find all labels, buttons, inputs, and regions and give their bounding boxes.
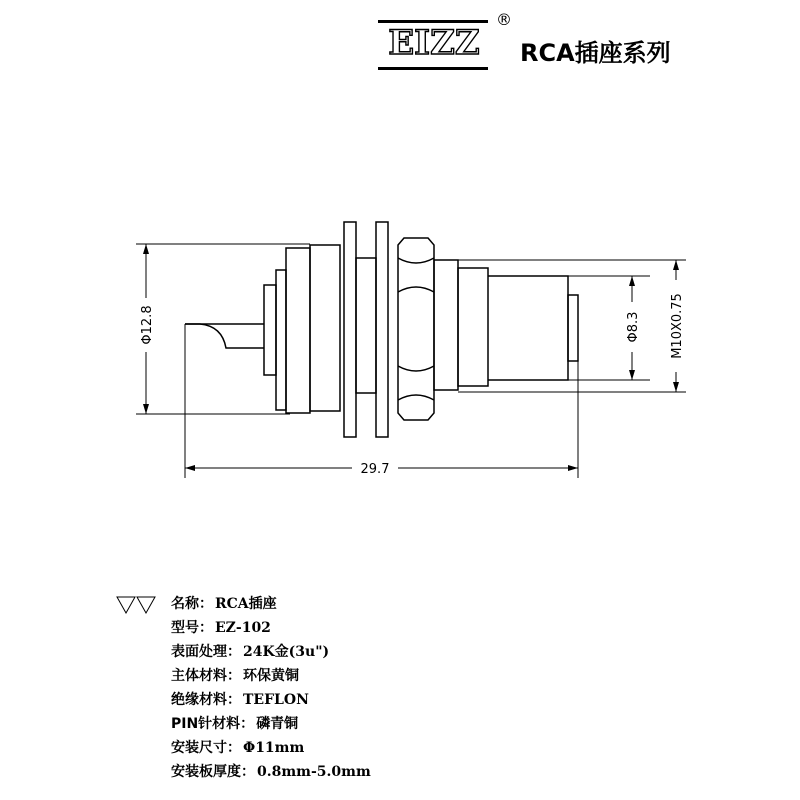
spec-label: 表面处理： bbox=[171, 644, 241, 660]
spec-label: 名称： bbox=[171, 596, 213, 612]
dim-thread: M10X0.75 bbox=[670, 293, 685, 359]
spec-row-insulation bbox=[171, 689, 309, 711]
solder-tab bbox=[185, 324, 264, 348]
tip-end bbox=[568, 295, 578, 361]
spec-row-body-material bbox=[171, 665, 299, 687]
hex-nut bbox=[398, 238, 434, 420]
insulator-disc bbox=[286, 248, 310, 413]
spec-row-mount-size bbox=[171, 737, 304, 759]
logo-text: EIZZ bbox=[388, 23, 480, 63]
spec-label: 绝缘材料： bbox=[171, 692, 241, 708]
spec-value: Φ11mm bbox=[243, 740, 305, 756]
spec-row-name bbox=[171, 593, 277, 615]
spec-label: 主体材料： bbox=[171, 668, 241, 684]
registered-mark: ® bbox=[496, 10, 512, 29]
triangle-marker-icon bbox=[115, 595, 159, 615]
spec-row-panel-thickness bbox=[171, 761, 371, 783]
thread-shaft bbox=[356, 258, 376, 393]
spec-value: TEFLON bbox=[243, 692, 309, 708]
front-barrel bbox=[458, 268, 488, 386]
spec-value: 0.8mm-5.0mm bbox=[257, 764, 371, 780]
spec-value: 磷青铜 bbox=[256, 716, 299, 732]
dim-tip-diameter: Φ8.3 bbox=[626, 311, 641, 343]
spec-block bbox=[115, 593, 535, 793]
tip-sleeve bbox=[488, 276, 568, 380]
spec-row-pin-material bbox=[171, 713, 298, 735]
dim-overall-length: 29.7 bbox=[360, 462, 390, 477]
spec-row-surface bbox=[171, 641, 329, 663]
spec-row-model bbox=[171, 617, 271, 639]
spec-value: EZ-102 bbox=[215, 620, 271, 636]
spec-value: RCA插座 bbox=[215, 596, 277, 612]
thread-section bbox=[434, 260, 458, 390]
rear-housing bbox=[264, 285, 276, 375]
spec-label: 安装尺寸： bbox=[171, 740, 241, 756]
spec-label: 型号： bbox=[171, 620, 213, 636]
spec-label: 安装板厚度： bbox=[171, 764, 255, 780]
rear-flange bbox=[276, 270, 286, 410]
spec-value: 24K金(3u") bbox=[243, 644, 330, 660]
spec-label: PIN针材料： bbox=[171, 716, 255, 732]
series-title: RCA插座系列 bbox=[520, 39, 671, 67]
dim-body-diameter: Φ12.8 bbox=[140, 305, 155, 345]
washer-front bbox=[376, 222, 388, 437]
washer-rear bbox=[344, 222, 356, 437]
insulator-body bbox=[310, 245, 340, 411]
spec-value: 环保黄铜 bbox=[243, 668, 299, 684]
